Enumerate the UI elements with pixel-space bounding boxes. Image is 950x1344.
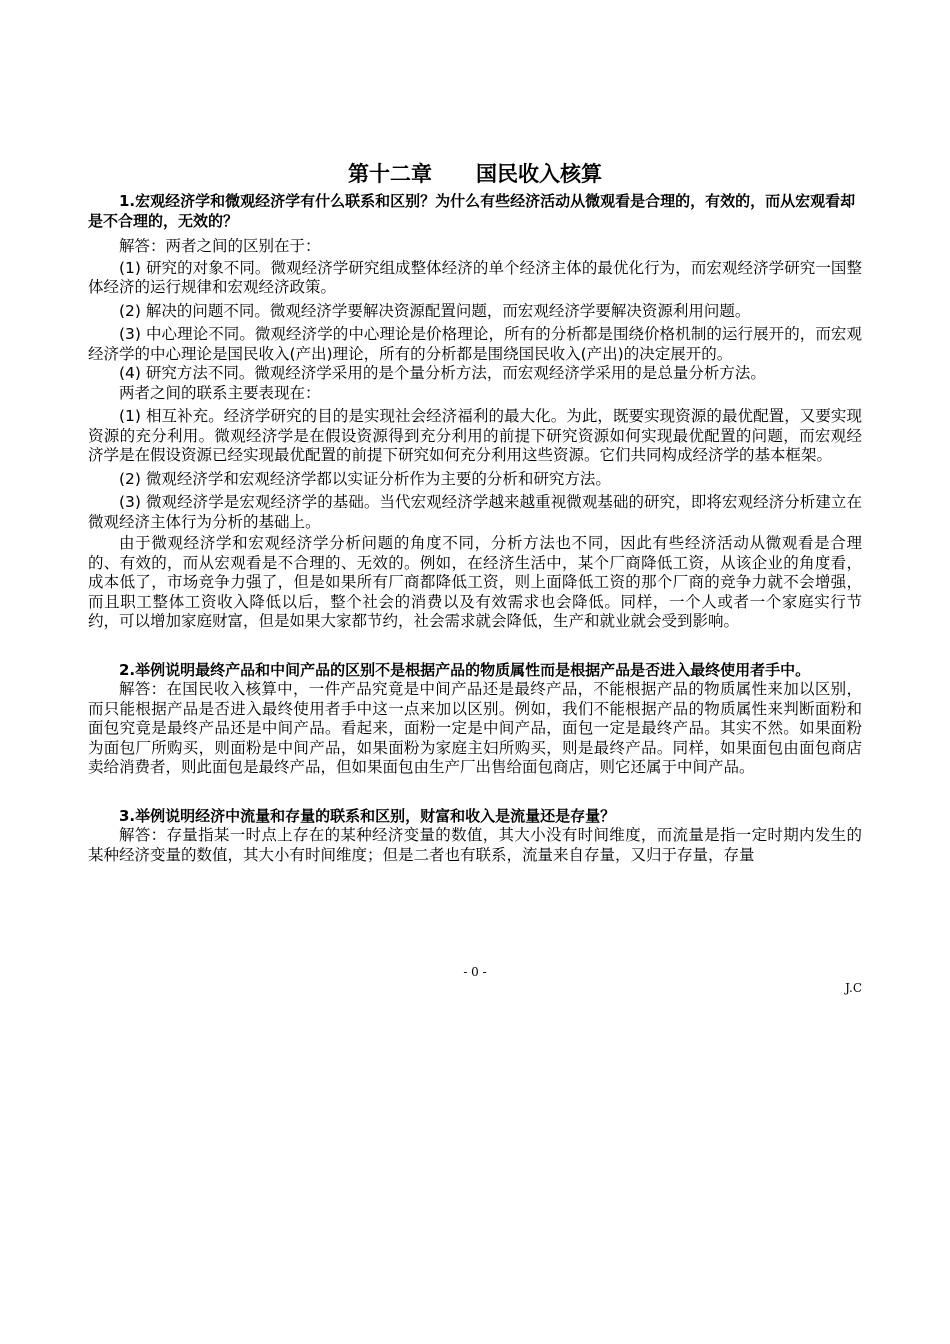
chapter-number: 第十二章 (348, 162, 432, 186)
chapter-title (88, 160, 862, 188)
answer-paragraph: (2) 解决的问题不同。微观经济学要解决资源配置问题，而宏观经济学要解决资源利用问题。 (119, 301, 751, 320)
answer-paragraph: 两者之间的联系主要表现在： (119, 383, 321, 402)
footer-author: J.C (845, 981, 862, 995)
answer-paragraph: (1) 研究的对象不同。微观经济学研究组成整体经济的单个经济主体的最优化行为，而宏观经济学研究一国整体经济的运行规律和宏观经济政策。 (88, 258, 862, 296)
answer-paragraph: (3) 微观经济学是宏观经济学的基础。当代宏观经济学越来越重视微观基础的研究，即将宏观经济分析建立在微观经济主体行为分析的基础上。 (88, 493, 862, 531)
question-1: 1.宏观经济学和微观经济学有什么联系和区别？为什么有些经济活动从微观看是合理的，有效的，而从宏观看却是不合理的，无效的？ (88, 192, 856, 230)
question-2: 2.举例说明最终产品和中间产品的区别不是根据产品的物质属性而是根据产品是否进入最终使用者手中。 (119, 660, 811, 679)
answer-paragraph: 解答：存量指某一时点上存在的某种经济变量的数值，其大小没有时间维度，而流量是指一定时期内发生的某种经济变量的数值，其大小有时间维度；但是二者也有联系，流量来自存量，又归于存量，存量 (88, 826, 862, 864)
answer-paragraph: (4) 研究方法不同。微观经济学采用的是个量分析方法，而宏观经济学采用的是总量分析方法。 (119, 364, 766, 382)
answer-paragraph: 解答：两者之间的区别在于： (119, 237, 321, 255)
page-number: - 0 - (463, 965, 487, 979)
answer-paragraph: (2) 微观经济学和宏观经济学都以实证分析作为主要的分析和研究方法。 (119, 469, 611, 488)
answer-paragraph: (3) 中心理论不同。微观经济学的中心理论是价格理论，所有的分析都是围绕价格机制的运行展开的，而宏观经济学的中心理论是国民收入(产出)理论，所有的分析都是围绕国民收入(产出)的决定展开的。 (88, 325, 862, 363)
question-3: 3.举例说明经济中流量和存量的联系和区别，财富和收入是流量还是存量？ (119, 806, 616, 825)
answer-paragraph: 解答：在国民收入核算中，一件产品究竟是中间产品还是最终产品，不能根据产品的物质属性来加以区别，而只能根据产品是否进入最终使用者手中这一点来加以区别。例如，我们不能根据产品的物质属性来判断面粉和面包究竟是最终产品还是中间产品。看起来，面粉一定是中间产品，面包一定是最终产品。其实不然。如果面粉为面包厂所购买，则面粉是中间产品，如果面粉为家庭主妇所购买，则是最终产品。同样，如果面包由面包商店卖给消费者，则此面包是最终产品，但如果面包由生产厂出售给面包商店，则它还属于中间产品。 (88, 680, 862, 776)
answer-paragraph: 由于微观经济学和宏观经济学分析问题的角度不同，分析方法也不同，因此有些经济活动从微观看是合理的、有效的，而从宏观看是不合理的、无效的。例如，在经济生活中，某个厂商降低工资，从该企业的角度看，成本低了，市场竞争力强了，但是如果所有厂商都降低工资，则上面降低工资的那个厂商的竞争力就不会增强，而且职工整体工资收入降低以后，整个社会的消费以及有效需求也会降低。同样，一个人或者一个家庭实行节约，可以增加家庭财富，但是如果大家都节约，社会需求就会降低，生产和就业就会受到影响。 (88, 534, 862, 630)
chapter-name: 国民收入核算 (476, 162, 602, 186)
document-content (88, 160, 862, 865)
answer-paragraph: (1) 相互补充。经济学研究的目的是实现社会经济福利的最大化。为此，既要实现资源的最优配置，又要实现资源的充分利用。微观经济学是在假设资源得到充分利用的前提下研究资源如何实现最优配置的问题，而宏观经济学是在假设资源已经实现最优配置的前提下研究如何充分利用这些资源。它们共同构成经济学的基本框架。 (88, 407, 862, 464)
